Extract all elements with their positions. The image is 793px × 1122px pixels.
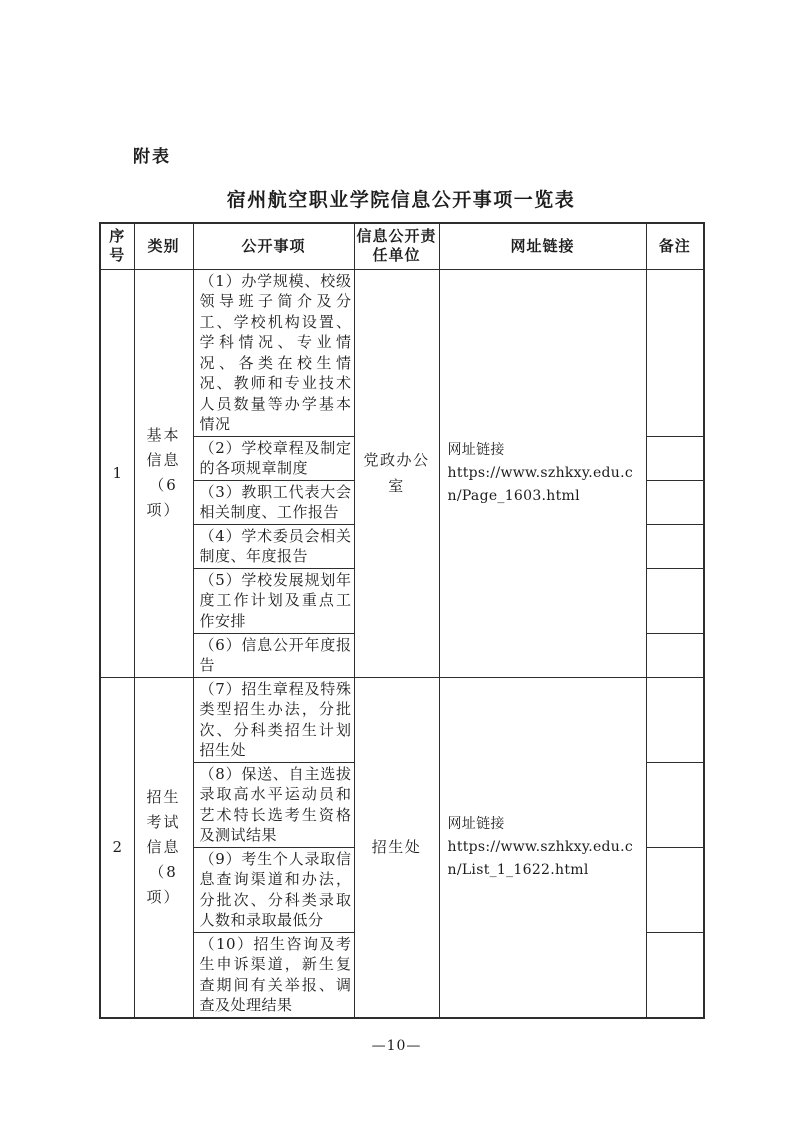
category-cell <box>134 269 193 677</box>
item-cell: （9）考生个人录取信息查询渠道和办法，分批次、分科类录取人数和录取最低分 <box>193 847 354 932</box>
url-text: https://www.szhkxy.edu.cn/Page_1603.html <box>447 464 634 504</box>
disclosure-table <box>99 222 705 1019</box>
item-cell: （10）招生咨询及考生申诉渠道，新生复查期间有关举报、调查及处理结果 <box>193 932 354 1018</box>
row-number-cell: 1 <box>100 269 134 677</box>
col-header-url: 网址链接 <box>439 223 646 269</box>
url-cell <box>439 269 646 677</box>
unit-cell: 招生处 <box>354 677 439 1018</box>
remark-cell <box>646 269 704 436</box>
remark-cell <box>646 524 704 568</box>
url-label: 网址链接 <box>447 815 505 832</box>
url-cell <box>439 677 646 1018</box>
item-cell: （2）学校章程及制定的各项规章制度 <box>193 436 354 480</box>
remark-cell <box>646 436 704 480</box>
page-title: 宿州航空职业学院信息公开事项一览表 <box>226 189 576 211</box>
url-text: https://www.szhkxy.edu.cn/List_1_1622.html <box>447 838 634 878</box>
remark-cell <box>646 480 704 524</box>
col-header-no: 序号 <box>100 223 134 269</box>
item-cell: （8）保送、自主选拔录取高水平运动员和艺术特长选考生资格及测试结果 <box>193 762 354 847</box>
category-text: 招生考试信息（8项） <box>146 787 181 906</box>
remark-cell <box>646 677 704 762</box>
unit-cell: 党政办公室 <box>354 269 439 677</box>
row-number-cell: 2 <box>100 677 134 1018</box>
remark-cell <box>646 633 704 677</box>
category-text: 基本信息（6项） <box>146 426 181 519</box>
item-cell: （6）信息公开年度报告 <box>193 633 354 677</box>
item-cell: （5）学校发展规划年度工作计划及重点工作安排 <box>193 568 354 633</box>
table-row <box>100 269 704 436</box>
col-header-item: 公开事项 <box>193 223 354 269</box>
item-cell: （7）招生章程及特殊类型招生办法，分批次、分科类招生计划招生处 <box>193 677 354 762</box>
col-header-remark: 备注 <box>646 223 704 269</box>
remark-cell <box>646 847 704 932</box>
appendix-label: 附表 <box>133 147 171 167</box>
remark-cell <box>646 762 704 847</box>
remark-cell <box>646 932 704 1018</box>
table-header-row <box>100 223 704 269</box>
item-cell: （4）学术委员会相关制度、年度报告 <box>193 524 354 568</box>
remark-cell <box>646 568 704 633</box>
item-cell: （1）办学规模、校级领导班子简介及分工、学校机构设置、学科情况、专业情况、各类在校生情况、教师和专业技术人员数量等办学基本情况 <box>193 269 354 436</box>
item-cell: （3）教职工代表大会相关制度、工作报告 <box>193 480 354 524</box>
url-label: 网址链接 <box>447 441 505 458</box>
table-row <box>100 677 704 762</box>
category-cell <box>134 677 193 1018</box>
col-header-category: 类别 <box>134 223 193 269</box>
page-number: —10— <box>371 1038 422 1054</box>
col-header-unit: 信息公开责任单位 <box>354 223 439 269</box>
